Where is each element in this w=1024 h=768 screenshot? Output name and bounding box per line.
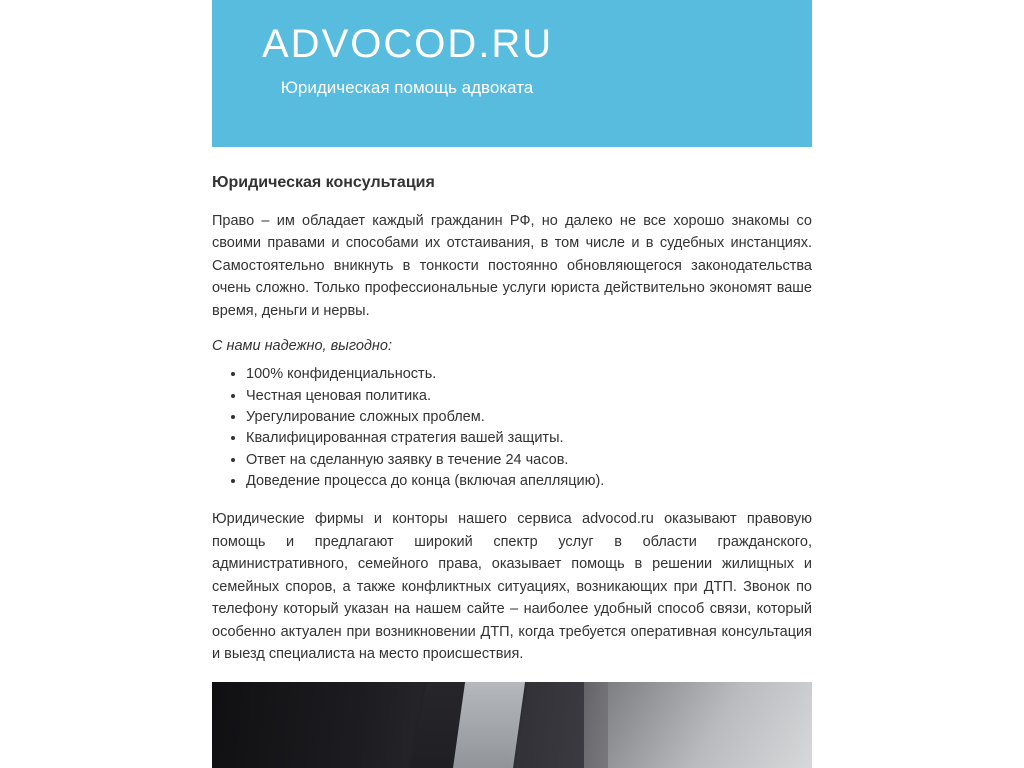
photo-background-region	[608, 682, 812, 768]
list-item: • Доведение процесса до конца (включая апелляцию).	[246, 471, 812, 492]
site-tagline: Юридическая помощь адвоката	[280, 78, 534, 97]
site-title[interactable]: ADVOCOD.RU	[262, 22, 554, 66]
page-title: Юридическая консультация	[212, 174, 435, 191]
list-item: • Честная ценовая политика.	[246, 386, 812, 407]
benefits-list	[212, 364, 812, 492]
site-banner	[212, 0, 812, 147]
lawyer-in-suit-photo	[212, 682, 812, 768]
benefits-lead: С нами надежно, выгодно:	[212, 338, 392, 355]
article-content	[212, 147, 812, 768]
list-item: • 100% конфиденциальность.	[246, 364, 812, 385]
paragraph-services: Юридические фирмы и конторы нашего сервиса advocod.ru оказывают правовую помощь и предлагают широкий спектр услуг в области гражданского, административного, семейного права, оказывает помощь в решении жилищных и семейных споров, а также конфликтных ситуациях, возникающих при ДТП. Звонок по телефону который указан на нашем сайте – наиболее удобный способ связи, который особенно актуален при возникновении ДТП, когда требуется оперативная консультация и выезд специалиста на место происшествия.	[212, 511, 812, 663]
list-item: • Урегулирование сложных проблем.	[246, 407, 812, 428]
photo-suit-region	[212, 682, 584, 768]
list-item: • Квалифицированная стратегия вашей защиты.	[246, 428, 812, 449]
paragraph-intro: Право – им обладает каждый гражданин РФ, но далеко не все хорошо знакомы со своими правами и способами их отстаивания, в том числе и в судебных инстанциях. Самостоятельно вникнуть в тонкости постоянно обновляющегося законодательства очень сложно. Только профессиональные услуги юриста действительно экономят ваше время, деньги и нервы.	[212, 213, 812, 319]
banner-inner	[262, 22, 792, 98]
list-item: • Ответ на сделанную заявку в течение 24 часов.	[246, 450, 812, 471]
